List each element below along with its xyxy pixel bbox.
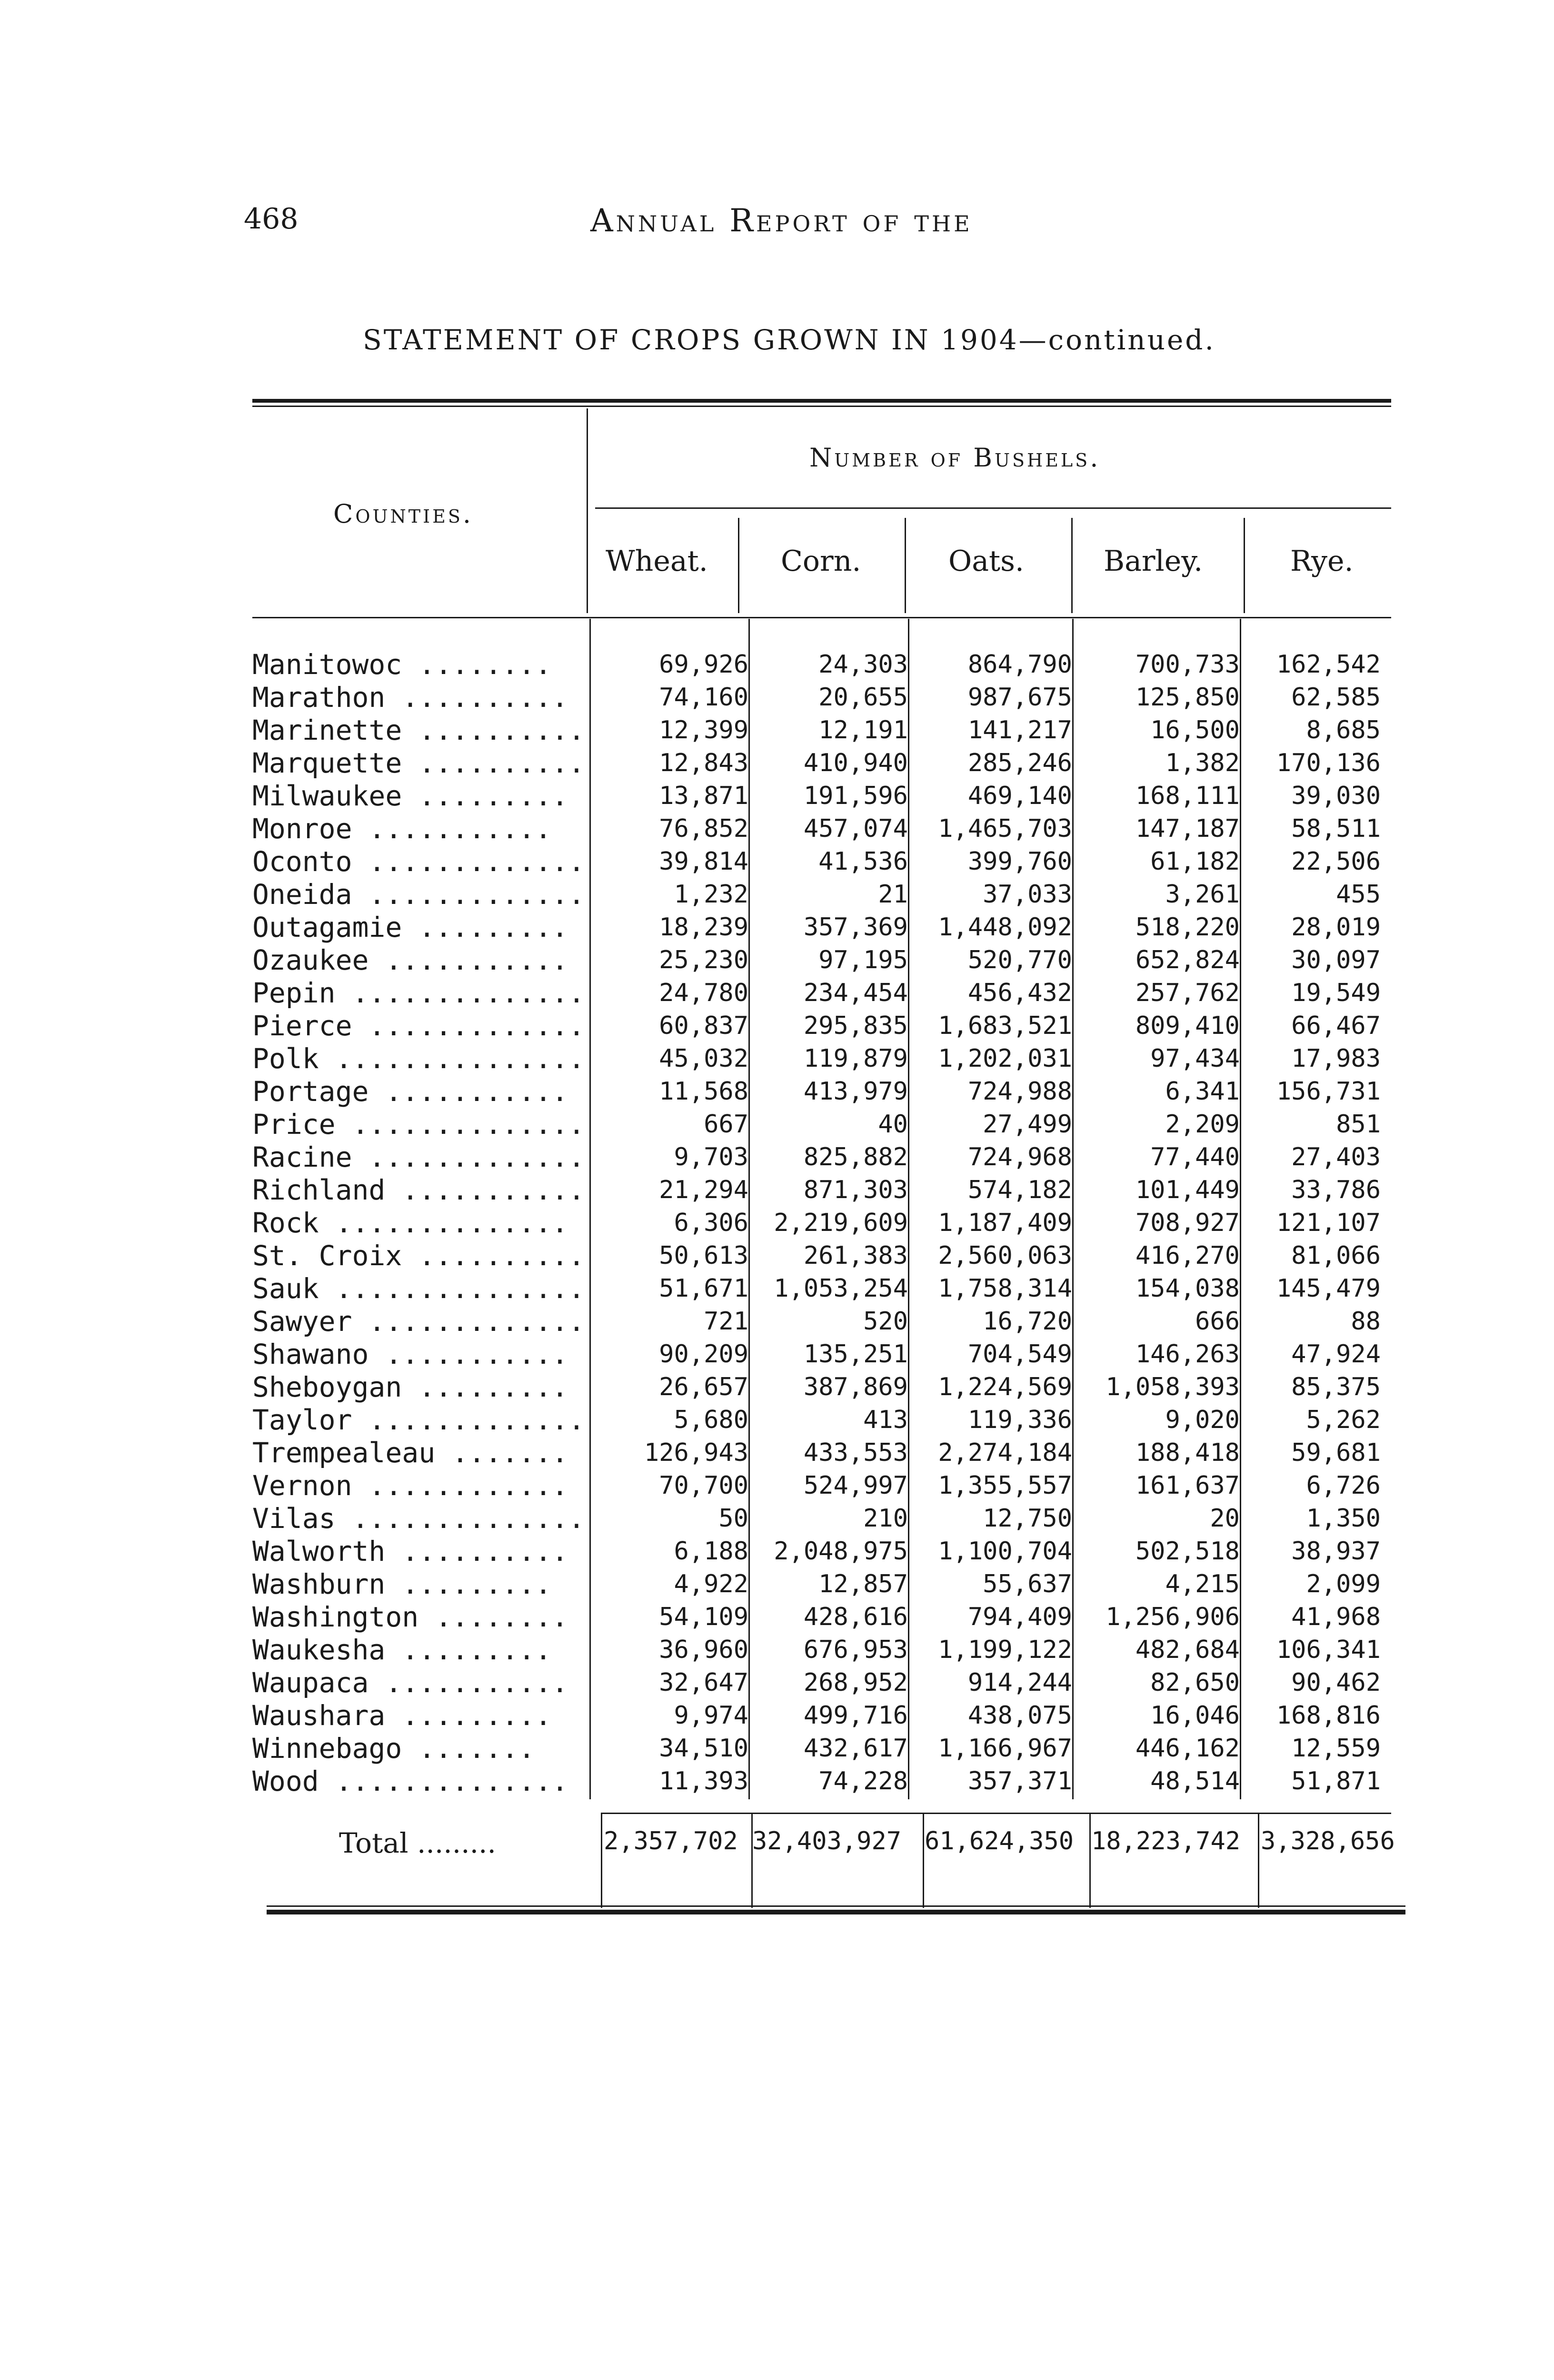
wheat-value: 126,943 — [644, 1438, 748, 1467]
barley-value: 82,650 — [1150, 1668, 1240, 1697]
county-name: Marquette .......... — [252, 747, 585, 779]
header-bottom-rule — [252, 617, 1391, 618]
table-row — [252, 1634, 1381, 1666]
wheat-value: 25,230 — [659, 946, 748, 974]
rye-value: 88 — [1351, 1307, 1381, 1336]
county-name: Marinette .......... — [252, 714, 585, 746]
rye-value: 33,786 — [1291, 1176, 1381, 1204]
header-divider — [587, 408, 588, 613]
oats-value: 1,683,521 — [938, 1012, 1072, 1040]
table-row — [252, 1699, 1381, 1732]
corn-value: 676,953 — [803, 1636, 908, 1664]
corn-value: 21 — [878, 880, 908, 909]
corn-value: 413,979 — [803, 1077, 908, 1106]
wheat-value: 54,109 — [659, 1603, 748, 1631]
barley-value: 77,440 — [1150, 1143, 1240, 1171]
total-barley: 18,223,742 — [1091, 1827, 1241, 1855]
county-name: Portage ........... — [252, 1075, 568, 1108]
county-name: Shawano ........... — [252, 1338, 568, 1370]
oats-value: 2,560,063 — [938, 1241, 1072, 1270]
bushels-header: Number of Bushels. — [809, 443, 1101, 473]
barley-value: 161,637 — [1135, 1471, 1240, 1500]
corn-value: 234,454 — [803, 979, 908, 1007]
county-name: Racine ............. — [252, 1141, 585, 1173]
rye-value: 168,816 — [1276, 1701, 1381, 1730]
wheat-value: 50 — [718, 1504, 748, 1533]
barley-value: 6,341 — [1165, 1077, 1240, 1106]
rye-value: 170,136 — [1276, 749, 1381, 777]
table-row — [252, 747, 1381, 780]
rye-value: 58,511 — [1291, 814, 1381, 843]
rye-value: 8,685 — [1306, 716, 1381, 744]
corn-value: 825,882 — [803, 1143, 908, 1171]
barley-value: 666 — [1195, 1307, 1240, 1336]
barley-value: 168,111 — [1135, 782, 1240, 810]
oats-value: 119,336 — [967, 1406, 1072, 1434]
oats-value: 37,033 — [983, 880, 1072, 909]
barley-value: 2,209 — [1165, 1110, 1240, 1139]
rye-value: 12,559 — [1291, 1734, 1381, 1763]
wheat-value: 24,780 — [659, 979, 748, 1007]
barley-value: 97,434 — [1150, 1044, 1240, 1073]
county-name: Ozaukee ........... — [252, 944, 568, 976]
wheat-value: 32,647 — [659, 1668, 748, 1697]
oats-value: 285,246 — [967, 749, 1072, 777]
barley-value: 48,514 — [1150, 1767, 1240, 1795]
county-name: Waukesha ......... — [252, 1634, 552, 1666]
bottom-rule — [267, 1910, 1405, 1914]
page-number: 468 — [244, 202, 299, 236]
county-name: Trempealeau ....... — [252, 1437, 568, 1469]
barley-value: 1,256,906 — [1106, 1603, 1240, 1631]
rye-value: 6,726 — [1306, 1471, 1381, 1500]
county-name: Polk ............... — [252, 1042, 585, 1075]
table-row — [252, 1765, 1381, 1798]
wheat-value: 74,160 — [659, 683, 748, 712]
barley-value: 446,162 — [1135, 1734, 1240, 1763]
oats-value: 399,760 — [967, 847, 1072, 876]
oats-value: 1,100,704 — [938, 1537, 1072, 1566]
wheat-value: 12,843 — [659, 749, 748, 777]
rye-value: 5,262 — [1306, 1406, 1381, 1434]
barley-value: 16,046 — [1150, 1701, 1240, 1730]
corn-value: 12,191 — [818, 716, 908, 744]
barley-value: 482,684 — [1135, 1636, 1240, 1664]
corn-value: 432,617 — [803, 1734, 908, 1763]
wheat-value: 721 — [704, 1307, 748, 1336]
wheat-value: 36,960 — [659, 1636, 748, 1664]
wheat-value: 69,926 — [659, 650, 748, 679]
county-name: Vilas .............. — [252, 1502, 585, 1535]
county-name: Taylor ............. — [252, 1404, 585, 1436]
hdr-col-divider — [1071, 518, 1073, 613]
table-row — [252, 1272, 1381, 1305]
county-name: Sheboygan ......... — [252, 1371, 568, 1403]
bottom-rule-thin — [267, 1905, 1405, 1907]
oats-value: 1,758,314 — [938, 1274, 1072, 1303]
rye-value: 2,099 — [1306, 1570, 1381, 1598]
county-name: Pepin .............. — [252, 977, 585, 1009]
barley-value: 146,263 — [1135, 1340, 1240, 1368]
counties-header: Counties. — [333, 499, 474, 529]
oats-value: 1,166,967 — [938, 1734, 1072, 1763]
oats-value: 2,274,184 — [938, 1438, 1072, 1467]
oats-value: 1,355,557 — [938, 1471, 1072, 1500]
crops-table — [252, 648, 1381, 1798]
county-name: Sawyer ............. — [252, 1305, 585, 1338]
hdr-col-divider — [1244, 518, 1245, 613]
barley-value: 61,182 — [1150, 847, 1240, 876]
rye-value: 17,983 — [1291, 1044, 1381, 1073]
corn-value: 261,383 — [803, 1241, 908, 1270]
corn-value: 210 — [863, 1504, 908, 1533]
oats-value: 724,968 — [967, 1143, 1072, 1171]
wheat-value: 26,657 — [659, 1373, 748, 1401]
oats-value: 16,720 — [983, 1307, 1072, 1336]
total-divider — [1089, 1813, 1091, 1908]
rye-value: 162,542 — [1276, 650, 1381, 679]
corn-value: 12,857 — [818, 1570, 908, 1598]
table-row — [252, 911, 1381, 944]
table-row — [252, 1207, 1381, 1240]
table-row — [252, 1535, 1381, 1568]
total-rule — [601, 1813, 1391, 1814]
corn-value: 410,940 — [803, 749, 908, 777]
top-rule — [252, 399, 1391, 403]
table-row — [252, 714, 1381, 747]
oats-value: 55,637 — [983, 1570, 1072, 1598]
rye-value: 90,462 — [1291, 1668, 1381, 1697]
corn-value: 433,553 — [803, 1438, 908, 1467]
wheat-value: 1,232 — [674, 880, 748, 909]
county-name: Oneida ............. — [252, 878, 585, 911]
barley-value: 101,449 — [1135, 1176, 1240, 1204]
oats-value: 520,770 — [967, 946, 1072, 974]
wheat-value: 70,700 — [659, 1471, 748, 1500]
table-row — [252, 1075, 1381, 1108]
barley-value: 257,762 — [1135, 979, 1240, 1007]
wheat-value: 18,239 — [659, 913, 748, 942]
corn-value: 871,303 — [803, 1176, 908, 1204]
table-row — [252, 878, 1381, 911]
wheat-value: 13,871 — [659, 782, 748, 810]
table-row — [252, 1568, 1381, 1601]
rye-value: 19,549 — [1291, 979, 1381, 1007]
rye-value: 28,019 — [1291, 913, 1381, 942]
oats-value: 27,499 — [983, 1110, 1072, 1139]
wheat-value: 11,568 — [659, 1077, 748, 1106]
rye-value: 62,585 — [1291, 683, 1381, 712]
rye-value: 455 — [1336, 880, 1381, 909]
barley-value: 125,850 — [1135, 683, 1240, 712]
wheat-value: 5,680 — [674, 1406, 748, 1434]
wheat-value: 39,814 — [659, 847, 748, 876]
rye-value: 81,066 — [1291, 1241, 1381, 1270]
rye-value: 30,097 — [1291, 946, 1381, 974]
oats-value: 704,549 — [967, 1340, 1072, 1368]
corn-value: 268,952 — [803, 1668, 908, 1697]
table-row — [252, 648, 1381, 681]
hdr-col-divider — [738, 518, 739, 613]
total-rye: 3,328,656 — [1261, 1827, 1395, 1855]
oats-value: 864,790 — [967, 650, 1072, 679]
table-row — [252, 1404, 1381, 1437]
oats-value: 574,182 — [967, 1176, 1072, 1204]
total-divider — [601, 1813, 602, 1908]
barley-value: 147,187 — [1135, 814, 1240, 843]
table-row — [252, 845, 1381, 878]
corn-value: 41,536 — [818, 847, 908, 876]
barley-value: 700,733 — [1135, 650, 1240, 679]
oats-value: 12,750 — [983, 1504, 1072, 1533]
corn-value: 97,195 — [818, 946, 908, 974]
wheat-value: 6,188 — [674, 1537, 748, 1566]
table-row — [252, 1338, 1381, 1371]
total-wheat: 2,357,702 — [604, 1827, 738, 1855]
barley-value: 708,927 — [1135, 1209, 1240, 1237]
rye-value: 38,937 — [1291, 1537, 1381, 1566]
county-name: Pierce ............. — [252, 1010, 585, 1042]
county-name: Sauk ............... — [252, 1272, 585, 1305]
wheat-value: 9,974 — [674, 1701, 748, 1730]
corn-value: 457,074 — [803, 814, 908, 843]
oats-value: 914,244 — [967, 1668, 1072, 1697]
corn-value: 520 — [863, 1307, 908, 1336]
table-row — [252, 1371, 1381, 1404]
rye-value: 851 — [1336, 1110, 1381, 1139]
oats-value: 357,371 — [967, 1767, 1072, 1795]
rye-value: 47,924 — [1291, 1340, 1381, 1368]
corn-value: 24,303 — [818, 650, 908, 679]
barley-value: 20 — [1210, 1504, 1240, 1533]
rye-header: Rye. — [1290, 545, 1354, 578]
oats-value: 987,675 — [967, 683, 1072, 712]
oats-value: 1,199,122 — [938, 1636, 1072, 1664]
barley-value: 809,410 — [1135, 1012, 1240, 1040]
table-row — [252, 1174, 1381, 1207]
hdr-col-divider — [905, 518, 906, 613]
total-oats: 61,624,350 — [925, 1827, 1074, 1855]
county-name: Manitowoc ........ — [252, 648, 552, 681]
corn-value: 499,716 — [803, 1701, 908, 1730]
oats-value: 1,202,031 — [938, 1044, 1072, 1073]
oats-value: 724,988 — [967, 1077, 1072, 1106]
barley-value: 502,518 — [1135, 1537, 1240, 1566]
table-row — [252, 944, 1381, 977]
county-name: Washburn ......... — [252, 1568, 552, 1600]
wheat-value: 50,613 — [659, 1241, 748, 1270]
table-row — [252, 1305, 1381, 1338]
county-name: Winnebago ....... — [252, 1732, 535, 1765]
rye-value: 106,341 — [1276, 1636, 1381, 1664]
oats-value: 1,448,092 — [938, 913, 1072, 942]
oats-value: 1,187,409 — [938, 1209, 1072, 1237]
oats-value: 456,432 — [967, 979, 1072, 1007]
rye-value: 121,107 — [1276, 1209, 1381, 1237]
wheat-value: 90,209 — [659, 1340, 748, 1368]
total-divider — [923, 1813, 924, 1908]
barley-value: 154,038 — [1135, 1274, 1240, 1303]
table-row — [252, 1666, 1381, 1699]
wheat-value: 12,399 — [659, 716, 748, 744]
wheat-value: 11,393 — [659, 1767, 748, 1795]
county-name: Waushara ......... — [252, 1699, 552, 1732]
county-name: Oconto ............. — [252, 845, 585, 878]
total-corn: 32,403,927 — [752, 1827, 902, 1855]
wheat-value: 76,852 — [659, 814, 748, 843]
rye-value: 39,030 — [1291, 782, 1381, 810]
corn-value: 40 — [878, 1110, 908, 1139]
table-row — [252, 1010, 1381, 1042]
oats-value: 1,465,703 — [938, 814, 1072, 843]
barley-header: Barley. — [1104, 545, 1203, 578]
table-row — [252, 977, 1381, 1010]
rye-value: 156,731 — [1276, 1077, 1381, 1106]
county-name: Price .............. — [252, 1108, 585, 1140]
table-row — [252, 1469, 1381, 1502]
barley-value: 652,824 — [1135, 946, 1240, 974]
corn-value: 2,048,975 — [774, 1537, 908, 1566]
county-name: Vernon ............ — [252, 1469, 568, 1502]
county-name: Washington ........ — [252, 1601, 568, 1633]
barley-value: 188,418 — [1135, 1438, 1240, 1467]
county-name: Milwaukee ......... — [252, 780, 568, 812]
county-name: Wood .............. — [252, 1765, 568, 1797]
rye-value: 51,871 — [1291, 1767, 1381, 1795]
table-row — [252, 681, 1381, 714]
group-rule — [595, 507, 1391, 509]
corn-value: 74,228 — [818, 1767, 908, 1795]
oats-header: Oats. — [948, 545, 1024, 578]
total-divider — [1258, 1813, 1259, 1908]
table-row — [252, 1502, 1381, 1535]
wheat-value: 667 — [704, 1110, 748, 1139]
wheat-value: 4,922 — [674, 1570, 748, 1598]
wheat-value: 45,032 — [659, 1044, 748, 1073]
table-row — [252, 1240, 1381, 1272]
barley-value: 9,020 — [1165, 1406, 1240, 1434]
corn-value: 428,616 — [803, 1603, 908, 1631]
corn-value: 413 — [863, 1406, 908, 1434]
wheat-value: 51,671 — [659, 1274, 748, 1303]
corn-value: 20,655 — [818, 683, 908, 712]
wheat-value: 6,306 — [674, 1209, 748, 1237]
oats-value: 794,409 — [967, 1603, 1072, 1631]
table-row — [252, 1042, 1381, 1075]
oats-value: 1,224,569 — [938, 1373, 1072, 1401]
rye-value: 22,506 — [1291, 847, 1381, 876]
wheat-value: 34,510 — [659, 1734, 748, 1763]
oats-value: 469,140 — [967, 782, 1072, 810]
barley-value: 518,220 — [1135, 913, 1240, 942]
corn-value: 524,997 — [803, 1471, 908, 1500]
wheat-value: 9,703 — [674, 1143, 748, 1171]
barley-value: 1,382 — [1165, 749, 1240, 777]
county-name: St. Croix .......... — [252, 1240, 585, 1272]
wheat-header: Wheat. — [606, 545, 708, 578]
oats-value: 141,217 — [967, 716, 1072, 744]
top-rule-thin — [252, 406, 1391, 407]
county-name: Richland ........... — [252, 1174, 585, 1206]
barley-value: 1,058,393 — [1106, 1373, 1240, 1401]
total-label: Total ......... — [339, 1827, 496, 1859]
rye-value: 145,479 — [1276, 1274, 1381, 1303]
county-name: Waupaca ........... — [252, 1666, 568, 1699]
table-row — [252, 1108, 1381, 1141]
corn-header: Corn. — [781, 545, 861, 578]
rye-value: 59,681 — [1291, 1438, 1381, 1467]
corn-value: 295,835 — [803, 1012, 908, 1040]
corn-value: 135,251 — [803, 1340, 908, 1368]
table-row — [252, 1437, 1381, 1469]
barley-value: 4,215 — [1165, 1570, 1240, 1598]
barley-value: 416,270 — [1135, 1241, 1240, 1270]
corn-value: 1,053,254 — [774, 1274, 908, 1303]
county-name: Outagamie ......... — [252, 911, 568, 943]
corn-value: 191,596 — [803, 782, 908, 810]
county-name: Monroe ........... — [252, 813, 552, 845]
county-name: Rock .............. — [252, 1207, 568, 1239]
corn-value: 119,879 — [803, 1044, 908, 1073]
barley-value: 3,261 — [1165, 880, 1240, 909]
wheat-value: 21,294 — [659, 1176, 748, 1204]
oats-value: 438,075 — [967, 1701, 1072, 1730]
rye-value: 41,968 — [1291, 1603, 1381, 1631]
county-name: Walworth .......... — [252, 1535, 568, 1567]
rye-value: 85,375 — [1291, 1373, 1381, 1401]
table-row — [252, 813, 1381, 845]
corn-value: 357,369 — [803, 913, 908, 942]
running-head: Annual Report of the — [590, 202, 973, 239]
rye-value: 27,403 — [1291, 1143, 1381, 1171]
rye-value: 66,467 — [1291, 1012, 1381, 1040]
corn-value: 2,219,609 — [774, 1209, 908, 1237]
table-row — [252, 780, 1381, 813]
wheat-value: 60,837 — [659, 1012, 748, 1040]
table-row — [252, 1732, 1381, 1765]
county-name: Marathon .......... — [252, 681, 568, 714]
corn-value: 387,869 — [803, 1373, 908, 1401]
rye-value: 1,350 — [1306, 1504, 1381, 1533]
table-row — [252, 1141, 1381, 1174]
barley-value: 16,500 — [1150, 716, 1240, 744]
statement-title: STATEMENT OF CROPS GROWN IN 1904—continued. — [363, 324, 1215, 356]
table-row — [252, 1601, 1381, 1634]
